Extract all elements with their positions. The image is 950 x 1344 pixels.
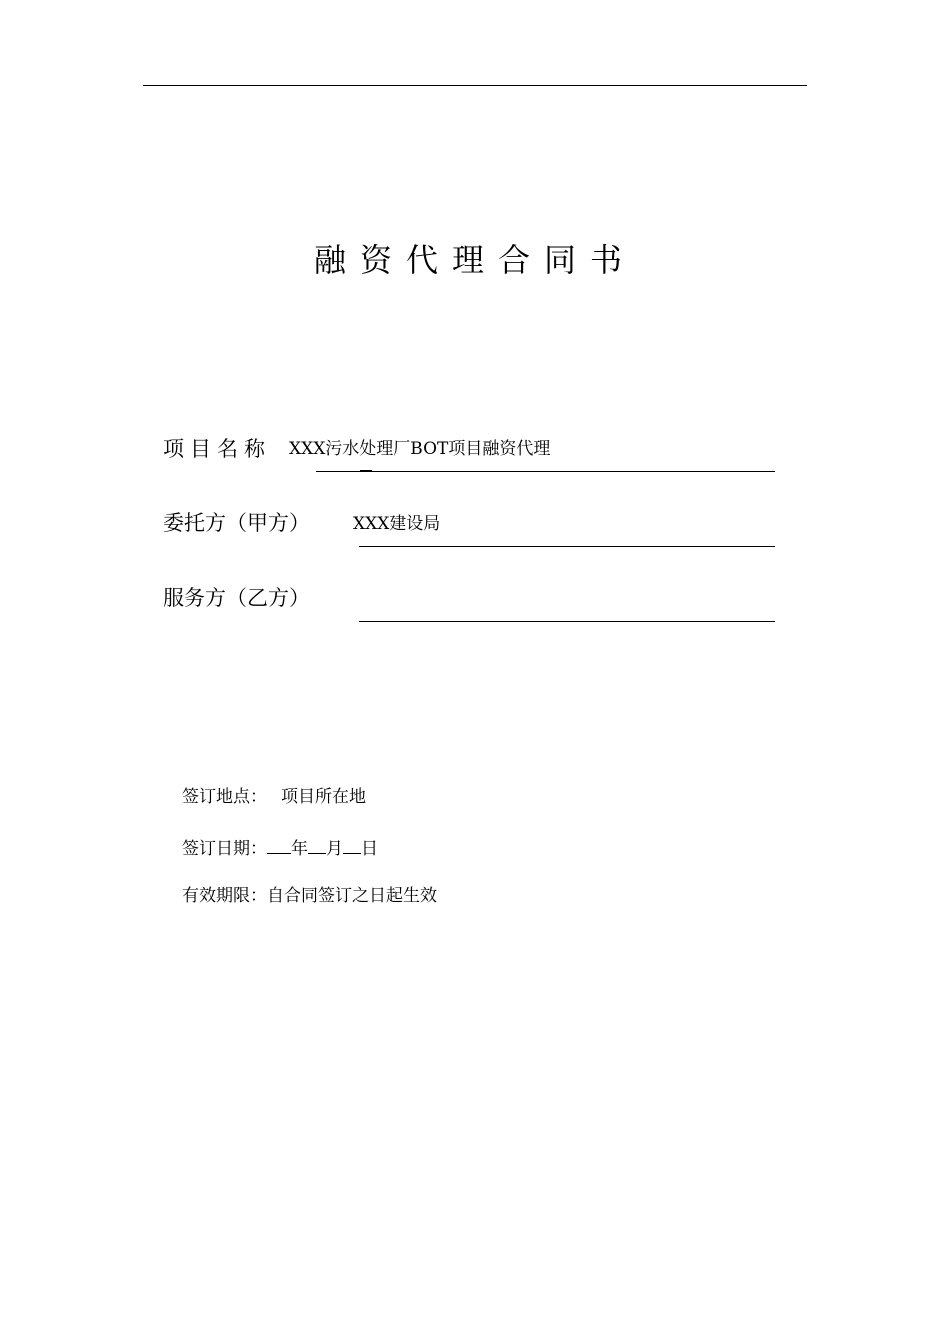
month-blank xyxy=(308,835,326,854)
project-name-label: 项目名称 xyxy=(163,437,271,461)
signing-date-line xyxy=(182,835,378,861)
header-rule xyxy=(143,85,807,86)
provider-label: 服务方（乙方） xyxy=(163,586,310,610)
signing-date-day: 日 xyxy=(361,839,378,859)
signing-place-value: 项目所在地 xyxy=(281,787,366,807)
client-label: 委托方（甲方） xyxy=(163,511,310,535)
client-underline xyxy=(359,546,775,547)
signing-place-label: 签订地点： xyxy=(182,787,267,807)
day-blank xyxy=(343,835,361,854)
contract-title: 融资代理合同书 xyxy=(313,241,636,279)
year-blank xyxy=(267,835,291,854)
project-name-value: XXX污水处理厂BOT项目融资代理 xyxy=(289,439,551,459)
validity-value: 自合同签订之日起生效 xyxy=(267,886,437,906)
validity-label: 有效期限： xyxy=(182,886,267,906)
validity-line xyxy=(182,884,437,908)
provider-underline xyxy=(359,621,775,622)
signing-place-line xyxy=(182,785,366,809)
signing-date-year: 年 xyxy=(291,839,308,859)
client-value: XXX建设局 xyxy=(353,514,441,534)
signing-date-month: 月 xyxy=(326,839,343,859)
project-name-underline-mark xyxy=(360,470,372,471)
signing-date-label: 签订日期： xyxy=(182,839,267,859)
project-name-underline xyxy=(316,471,775,472)
